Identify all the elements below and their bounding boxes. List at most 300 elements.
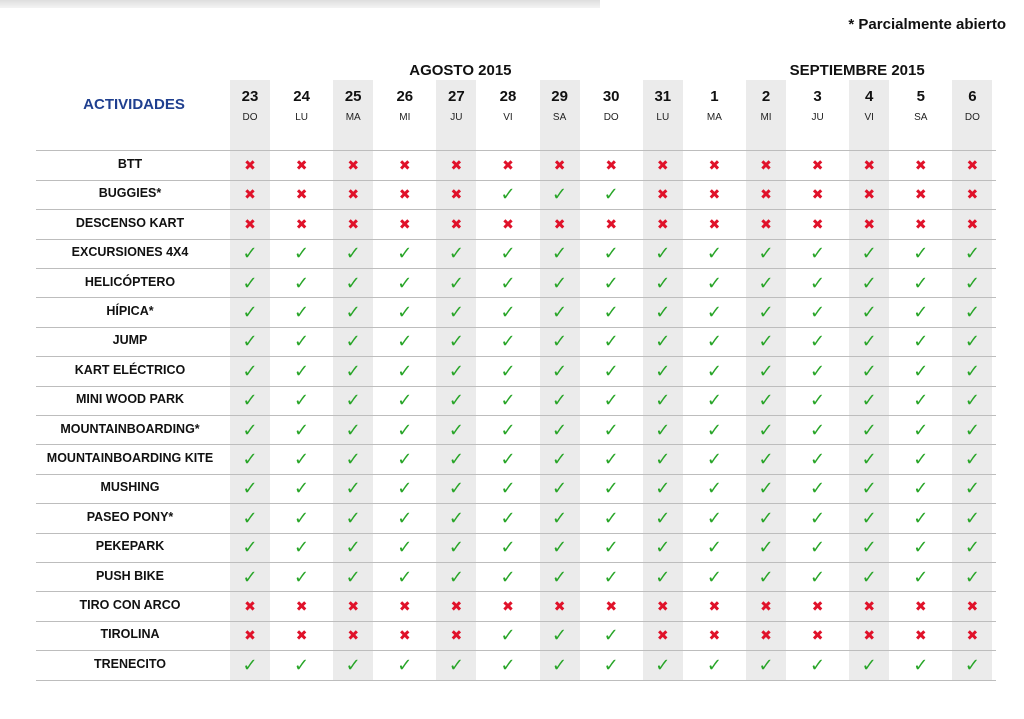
check-icon: ✓ xyxy=(552,360,568,381)
check-icon: ✓ xyxy=(500,302,516,322)
check-icon: ✓ xyxy=(913,449,929,469)
cross-icon: ✖ xyxy=(295,627,308,644)
activity-label: MINI WOOD PARK xyxy=(75,392,185,407)
check-icon: ✓ xyxy=(603,184,619,205)
day-name: JU xyxy=(450,112,463,123)
day-number: 1 xyxy=(710,88,719,105)
check-icon: ✓ xyxy=(964,419,980,440)
check-icon: ✓ xyxy=(345,272,361,293)
check-icon: ✓ xyxy=(603,507,619,528)
day-number: 6 xyxy=(968,88,977,105)
cross-icon: ✖ xyxy=(863,157,876,173)
check-icon: ✓ xyxy=(655,360,671,381)
check-icon: ✓ xyxy=(913,302,929,322)
check-icon: ✓ xyxy=(758,360,774,381)
cross-icon: ✖ xyxy=(502,215,514,232)
cross-icon: ✖ xyxy=(760,598,772,614)
cross-icon: ✖ xyxy=(502,157,514,173)
cross-icon: ✖ xyxy=(295,157,308,173)
cross-icon: ✖ xyxy=(914,627,927,644)
row-divider xyxy=(36,621,996,622)
check-icon: ✓ xyxy=(964,566,980,587)
legend-note: * Parcialmente abierto xyxy=(848,16,1006,33)
day-number: 23 xyxy=(241,88,259,105)
check-icon: ✓ xyxy=(655,566,671,587)
check-icon: ✓ xyxy=(552,566,568,587)
activity-label: BUGGIES* xyxy=(98,186,162,201)
cross-icon: ✖ xyxy=(450,157,463,173)
row-divider xyxy=(36,268,996,269)
check-icon: ✓ xyxy=(810,449,826,469)
check-icon: ✓ xyxy=(810,654,826,675)
check-icon: ✓ xyxy=(758,272,774,293)
day-name: DO xyxy=(242,112,258,123)
cross-icon: ✖ xyxy=(966,215,979,232)
cross-icon: ✖ xyxy=(863,186,876,203)
check-icon: ✓ xyxy=(345,537,361,558)
day-name: MA xyxy=(345,112,361,123)
cross-icon: ✖ xyxy=(863,598,876,614)
cross-icon: ✖ xyxy=(244,598,256,614)
check-icon: ✓ xyxy=(706,566,722,587)
row-divider xyxy=(36,209,996,210)
activity-label: BTT xyxy=(117,157,143,171)
check-icon: ✓ xyxy=(552,654,568,675)
check-icon: ✓ xyxy=(603,302,619,322)
check-icon: ✓ xyxy=(345,419,361,440)
check-icon: ✓ xyxy=(500,360,516,381)
top-decoration-bar xyxy=(0,0,600,8)
check-icon: ✓ xyxy=(758,478,774,499)
cross-icon: ✖ xyxy=(656,598,669,614)
activities-column-title: ACTIVIDADES xyxy=(83,96,185,113)
check-icon: ✓ xyxy=(758,449,774,469)
check-icon: ✓ xyxy=(448,449,464,469)
check-icon: ✓ xyxy=(500,272,516,293)
cross-icon: ✖ xyxy=(347,186,360,203)
check-icon: ✓ xyxy=(500,449,516,469)
check-icon: ✓ xyxy=(448,566,464,587)
cross-icon: ✖ xyxy=(760,215,772,232)
check-icon: ✓ xyxy=(552,625,568,646)
check-icon: ✓ xyxy=(964,478,980,499)
cross-icon: ✖ xyxy=(811,215,824,232)
cross-icon: ✖ xyxy=(347,157,360,173)
cross-icon: ✖ xyxy=(966,627,979,644)
day-name: VI xyxy=(503,112,513,123)
check-icon: ✓ xyxy=(964,449,980,469)
check-icon: ✓ xyxy=(655,419,671,440)
day-number: 3 xyxy=(813,88,822,105)
check-icon: ✓ xyxy=(242,478,258,499)
check-icon: ✓ xyxy=(655,537,671,558)
month-label-september: SEPTIEMBRE 2015 xyxy=(789,62,925,79)
check-icon: ✓ xyxy=(655,243,671,264)
check-icon: ✓ xyxy=(294,302,310,322)
check-icon: ✓ xyxy=(603,360,619,381)
cross-icon: ✖ xyxy=(914,186,927,203)
check-icon: ✓ xyxy=(500,654,516,675)
day-name: SA xyxy=(552,112,567,123)
check-icon: ✓ xyxy=(810,507,826,528)
check-icon: ✓ xyxy=(397,419,413,440)
check-icon: ✓ xyxy=(397,390,413,411)
check-icon: ✓ xyxy=(964,243,980,264)
check-icon: ✓ xyxy=(706,537,722,558)
day-name: JU xyxy=(811,112,824,123)
activity-label: MOUNTAINBOARDING* xyxy=(60,421,200,436)
check-icon: ✓ xyxy=(706,390,722,411)
row-divider xyxy=(36,591,996,592)
check-icon: ✓ xyxy=(861,537,877,558)
check-icon: ✓ xyxy=(448,507,464,528)
check-icon: ✓ xyxy=(810,243,826,264)
row-divider xyxy=(36,386,996,387)
check-icon: ✓ xyxy=(913,390,929,411)
day-number: 24 xyxy=(293,88,310,105)
check-icon: ✓ xyxy=(294,654,310,675)
day-name: DO xyxy=(603,112,619,123)
check-icon: ✓ xyxy=(861,566,877,587)
row-divider xyxy=(36,415,996,416)
cross-icon: ✖ xyxy=(656,215,669,232)
check-icon: ✓ xyxy=(964,390,980,411)
row-divider xyxy=(36,474,996,475)
check-icon: ✓ xyxy=(706,243,722,264)
check-icon: ✓ xyxy=(345,331,361,352)
check-icon: ✓ xyxy=(552,537,568,558)
row-divider xyxy=(36,650,996,651)
check-icon: ✓ xyxy=(448,331,464,352)
check-icon: ✓ xyxy=(552,243,568,264)
check-icon: ✓ xyxy=(655,302,671,322)
activity-label: EXCURSIONES 4X4 xyxy=(71,245,189,260)
check-icon: ✓ xyxy=(397,331,413,352)
activity-label: PUSH BIKE xyxy=(95,568,165,583)
month-label-august: AGOSTO 2015 xyxy=(409,62,512,79)
check-icon: ✓ xyxy=(397,654,413,675)
cross-icon: ✖ xyxy=(398,215,411,232)
check-icon: ✓ xyxy=(242,243,258,264)
check-icon: ✓ xyxy=(706,449,722,469)
activity-label: MUSHING xyxy=(100,480,160,495)
check-icon: ✓ xyxy=(242,419,258,440)
day-number: 30 xyxy=(602,88,620,105)
cross-icon: ✖ xyxy=(863,627,876,644)
check-icon: ✓ xyxy=(397,449,413,469)
check-icon: ✓ xyxy=(552,331,568,352)
cross-icon: ✖ xyxy=(966,598,979,614)
check-icon: ✓ xyxy=(294,507,310,528)
row-divider xyxy=(36,562,996,563)
day-name: MA xyxy=(706,112,722,123)
check-icon: ✓ xyxy=(552,478,568,499)
check-icon: ✓ xyxy=(913,654,929,675)
check-icon: ✓ xyxy=(294,419,310,440)
check-icon: ✓ xyxy=(964,654,980,675)
cross-icon: ✖ xyxy=(347,215,360,232)
cross-icon: ✖ xyxy=(347,598,360,614)
check-icon: ✓ xyxy=(964,507,980,528)
activity-label: PASEO PONY* xyxy=(86,509,174,524)
day-name: LU xyxy=(295,112,308,123)
check-icon: ✓ xyxy=(500,537,516,558)
check-icon: ✓ xyxy=(758,507,774,528)
check-icon: ✓ xyxy=(810,566,826,587)
row-divider xyxy=(36,297,996,298)
check-icon: ✓ xyxy=(706,360,722,381)
check-icon: ✓ xyxy=(552,390,568,411)
check-icon: ✓ xyxy=(913,537,929,558)
cross-icon: ✖ xyxy=(811,157,824,173)
check-icon: ✓ xyxy=(397,478,413,499)
cross-icon: ✖ xyxy=(914,157,927,173)
cross-icon: ✖ xyxy=(244,627,256,644)
check-icon: ✓ xyxy=(861,302,877,322)
check-icon: ✓ xyxy=(758,566,774,587)
check-icon: ✓ xyxy=(964,360,980,381)
row-divider xyxy=(36,356,996,357)
check-icon: ✓ xyxy=(448,537,464,558)
check-icon: ✓ xyxy=(397,272,413,293)
check-icon: ✓ xyxy=(655,478,671,499)
check-icon: ✓ xyxy=(758,302,774,322)
check-icon: ✓ xyxy=(603,537,619,558)
header-divider xyxy=(36,150,996,151)
cross-icon: ✖ xyxy=(914,215,927,232)
check-icon: ✓ xyxy=(603,331,619,352)
check-icon: ✓ xyxy=(500,243,516,264)
cross-icon: ✖ xyxy=(450,598,463,614)
check-icon: ✓ xyxy=(500,331,516,352)
check-icon: ✓ xyxy=(603,654,619,675)
check-icon: ✓ xyxy=(294,243,310,264)
activity-label: HELICÓPTERO xyxy=(84,274,176,289)
check-icon: ✓ xyxy=(448,243,464,264)
check-icon: ✓ xyxy=(913,478,929,499)
cross-icon: ✖ xyxy=(708,598,721,614)
day-name: MI xyxy=(760,112,772,123)
cross-icon: ✖ xyxy=(966,186,979,203)
check-icon: ✓ xyxy=(758,654,774,675)
cross-icon: ✖ xyxy=(605,598,618,614)
day-name: LU xyxy=(656,112,670,123)
row-divider xyxy=(36,239,996,240)
check-icon: ✓ xyxy=(242,507,258,528)
check-icon: ✓ xyxy=(758,537,774,558)
cross-icon: ✖ xyxy=(656,186,669,203)
check-icon: ✓ xyxy=(810,331,826,352)
check-icon: ✓ xyxy=(603,625,619,646)
cross-icon: ✖ xyxy=(502,598,514,614)
check-icon: ✓ xyxy=(448,419,464,440)
activity-label: MOUNTAINBOARDING KITE xyxy=(46,451,214,465)
cross-icon: ✖ xyxy=(295,598,308,614)
day-name: VI xyxy=(864,112,874,123)
check-icon: ✓ xyxy=(397,360,413,381)
check-icon: ✓ xyxy=(964,272,980,293)
check-icon: ✓ xyxy=(242,360,258,381)
cross-icon: ✖ xyxy=(295,186,308,203)
check-icon: ✓ xyxy=(603,566,619,587)
check-icon: ✓ xyxy=(345,566,361,587)
check-icon: ✓ xyxy=(345,507,361,528)
check-icon: ✓ xyxy=(552,507,568,528)
check-icon: ✓ xyxy=(758,390,774,411)
activity-label: TIROLINA xyxy=(100,627,160,642)
cross-icon: ✖ xyxy=(347,627,360,644)
check-icon: ✓ xyxy=(655,331,671,352)
check-icon: ✓ xyxy=(861,507,877,528)
check-icon: ✓ xyxy=(655,449,671,469)
cross-icon: ✖ xyxy=(656,627,669,644)
cross-icon: ✖ xyxy=(708,215,721,232)
cross-icon: ✖ xyxy=(553,215,566,232)
day-number: 4 xyxy=(865,88,874,105)
row-divider xyxy=(36,503,996,504)
check-icon: ✓ xyxy=(964,331,980,352)
check-icon: ✓ xyxy=(913,243,929,264)
activity-label: TIRO CON ARCO xyxy=(79,598,181,612)
check-icon: ✓ xyxy=(861,449,877,469)
check-icon: ✓ xyxy=(294,360,310,381)
check-icon: ✓ xyxy=(810,272,826,293)
check-icon: ✓ xyxy=(397,537,413,558)
check-icon: ✓ xyxy=(242,537,258,558)
cross-icon: ✖ xyxy=(811,598,824,614)
cross-icon: ✖ xyxy=(811,186,824,203)
check-icon: ✓ xyxy=(861,419,877,440)
check-icon: ✓ xyxy=(758,419,774,440)
day-number: 31 xyxy=(654,88,672,105)
check-icon: ✓ xyxy=(603,243,619,264)
cross-icon: ✖ xyxy=(450,215,463,232)
check-icon: ✓ xyxy=(913,566,929,587)
cross-icon: ✖ xyxy=(966,157,979,173)
check-icon: ✓ xyxy=(706,654,722,675)
activity-label: DESCENSO KART xyxy=(75,215,185,230)
check-icon: ✓ xyxy=(294,272,310,293)
cross-icon: ✖ xyxy=(605,157,618,173)
check-icon: ✓ xyxy=(397,302,413,322)
cross-icon: ✖ xyxy=(398,186,411,203)
cross-icon: ✖ xyxy=(244,157,256,173)
cross-icon: ✖ xyxy=(553,157,566,173)
cross-icon: ✖ xyxy=(811,627,824,644)
day-number: 5 xyxy=(916,88,925,105)
day-number: 27 xyxy=(448,88,465,105)
check-icon: ✓ xyxy=(242,272,258,293)
check-icon: ✓ xyxy=(500,507,516,528)
check-icon: ✓ xyxy=(242,449,258,469)
cross-icon: ✖ xyxy=(656,157,669,173)
check-icon: ✓ xyxy=(500,625,516,646)
check-icon: ✓ xyxy=(810,390,826,411)
check-icon: ✓ xyxy=(294,566,310,587)
cross-icon: ✖ xyxy=(398,598,411,614)
cross-icon: ✖ xyxy=(398,157,411,173)
check-icon: ✓ xyxy=(552,184,568,205)
check-icon: ✓ xyxy=(448,654,464,675)
check-icon: ✓ xyxy=(603,390,619,411)
activity-label: KART ELÉCTRICO xyxy=(74,362,186,377)
check-icon: ✓ xyxy=(810,302,826,322)
day-number: 2 xyxy=(761,88,771,105)
check-icon: ✓ xyxy=(294,449,310,469)
check-icon: ✓ xyxy=(861,272,877,293)
check-icon: ✓ xyxy=(345,449,361,469)
check-icon: ✓ xyxy=(655,507,671,528)
day-number: 29 xyxy=(551,88,568,105)
cross-icon: ✖ xyxy=(708,627,721,644)
check-icon: ✓ xyxy=(397,566,413,587)
check-icon: ✓ xyxy=(655,390,671,411)
check-icon: ✓ xyxy=(552,419,568,440)
cross-icon: ✖ xyxy=(914,598,927,614)
check-icon: ✓ xyxy=(242,331,258,352)
check-icon: ✓ xyxy=(448,360,464,381)
check-icon: ✓ xyxy=(345,654,361,675)
check-icon: ✓ xyxy=(810,478,826,499)
check-icon: ✓ xyxy=(294,390,310,411)
check-icon: ✓ xyxy=(294,331,310,352)
check-icon: ✓ xyxy=(603,449,619,469)
check-icon: ✓ xyxy=(345,243,361,264)
cross-icon: ✖ xyxy=(708,186,721,203)
check-icon: ✓ xyxy=(345,478,361,499)
check-icon: ✓ xyxy=(500,478,516,499)
check-icon: ✓ xyxy=(810,360,826,381)
check-icon: ✓ xyxy=(913,419,929,440)
check-icon: ✓ xyxy=(758,243,774,264)
check-icon: ✓ xyxy=(706,507,722,528)
cross-icon: ✖ xyxy=(863,215,876,232)
check-icon: ✓ xyxy=(861,331,877,352)
check-icon: ✓ xyxy=(345,360,361,381)
check-icon: ✓ xyxy=(655,272,671,293)
check-icon: ✓ xyxy=(913,360,929,381)
check-icon: ✓ xyxy=(397,507,413,528)
check-icon: ✓ xyxy=(345,390,361,411)
day-name: MI xyxy=(399,112,411,123)
check-icon: ✓ xyxy=(706,331,722,352)
day-name: SA xyxy=(914,112,928,123)
check-icon: ✓ xyxy=(758,331,774,352)
check-icon: ✓ xyxy=(913,507,929,528)
row-divider xyxy=(36,444,996,445)
cross-icon: ✖ xyxy=(605,215,618,232)
check-icon: ✓ xyxy=(655,654,671,675)
check-icon: ✓ xyxy=(552,302,568,322)
check-icon: ✓ xyxy=(603,272,619,293)
check-icon: ✓ xyxy=(706,302,722,322)
cross-icon: ✖ xyxy=(450,627,463,644)
check-icon: ✓ xyxy=(500,184,516,205)
check-icon: ✓ xyxy=(500,566,516,587)
row-divider xyxy=(36,533,996,534)
check-icon: ✓ xyxy=(242,566,258,587)
check-icon: ✓ xyxy=(964,537,980,558)
check-icon: ✓ xyxy=(810,419,826,440)
check-icon: ✓ xyxy=(294,478,310,499)
check-icon: ✓ xyxy=(552,449,568,469)
cross-icon: ✖ xyxy=(244,186,256,203)
check-icon: ✓ xyxy=(448,390,464,411)
check-icon: ✓ xyxy=(448,272,464,293)
activity-label: HÍPICA* xyxy=(106,304,154,318)
check-icon: ✓ xyxy=(500,419,516,440)
cross-icon: ✖ xyxy=(760,627,772,644)
